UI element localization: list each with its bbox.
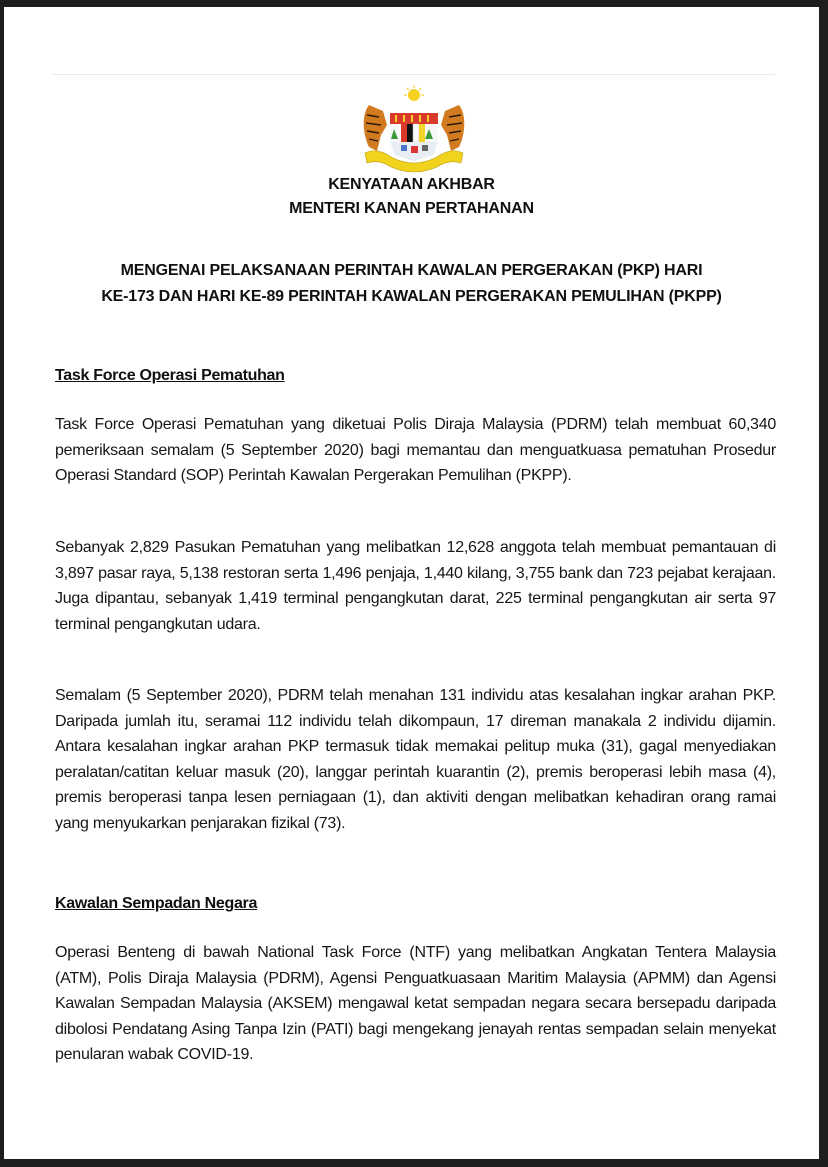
section-heading-border-control: Kawalan Sempadan Negara	[55, 895, 258, 912]
coat-of-arms-icon	[357, 85, 471, 173]
header-divider	[52, 74, 775, 75]
paragraph: Task Force Operasi Pematuhan yang diketuai Polis Diraja Malaysia (PDRM) telah membuat 60,340 pemeriksaan semalam (5 September 2020) bagi memantau dan menguatkuasa pematuhan Prosedur Operasi Standard (SOP) Perintah Kawalan Pergerakan Pemulihan (PKPP).	[55, 416, 776, 485]
subject-line-2: KE-173 DAN HARI KE-89 PERINTAH KAWALAN PERGERAKAN PEMULIHAN (PKPP)	[101, 288, 722, 305]
document-page	[4, 7, 819, 1159]
paragraph: Semalam (5 September 2020), PDRM telah menahan 131 individu atas kesalahan ingkar arahan PKP. Daripada jumlah itu, seramai 112 individu telah dikompaun, 17 direman manakala 2 individu dijamin. Antara kesalahan ingkar arahan PKP termasuk tidak memakai pelitup muka (31), gagal menyediakan peralatan/catitan keluar masuk (20), langgar perintah kuarantin (2), premis beroperasi lebih masa (4), premis beroperasi tanpa lesen perniagaan (1), dan aktiviti dengan melibatkan kehadiran orang ramai yang menyukarkan penjarakan fizikal (73).	[55, 687, 776, 832]
section-heading-task-force: Task Force Operasi Pematuhan	[55, 367, 285, 384]
paragraph: Operasi Benteng di bawah National Task Force (NTF) yang melibatkan Angkatan Tentera Malaysia (ATM), Polis Diraja Malaysia (PDRM), Agensi Penguatkuasaan Maritim Malaysia (APMM) dan Agensi Kawalan Sempadan Malaysia (AKSEM) mengawal ketat sempadan negara secara bersepadu daripada dibolosi Pendatang Asing Tanpa Izin (PATI) bagi mengekang jenayah rentas sempadan selain menyekat penularan wabak COVID-19.	[55, 944, 776, 1064]
press-statement-heading: KENYATAAN AKHBAR	[328, 176, 495, 193]
subject-line-1: MENGENAI PELAKSANAAN PERINTAH KAWALAN PERGERAKAN (PKP) HARI	[120, 262, 703, 279]
ministry-heading: MENTERI KANAN PERTAHANAN	[289, 200, 534, 217]
paragraph: Sebanyak 2,829 Pasukan Pematuhan yang melibatkan 12,628 anggota telah membuat pemantauan di 3,897 pasar raya, 5,138 restoran serta 1,496 penjaja, 1,440 kilang, 3,755 bank dan 723 pejabat kerajaan. Juga dipantau, sebanyak 1,419 terminal pengangkutan darat, 225 terminal pengangkutan air serta 97 terminal pengangkutan udara.	[55, 539, 776, 633]
